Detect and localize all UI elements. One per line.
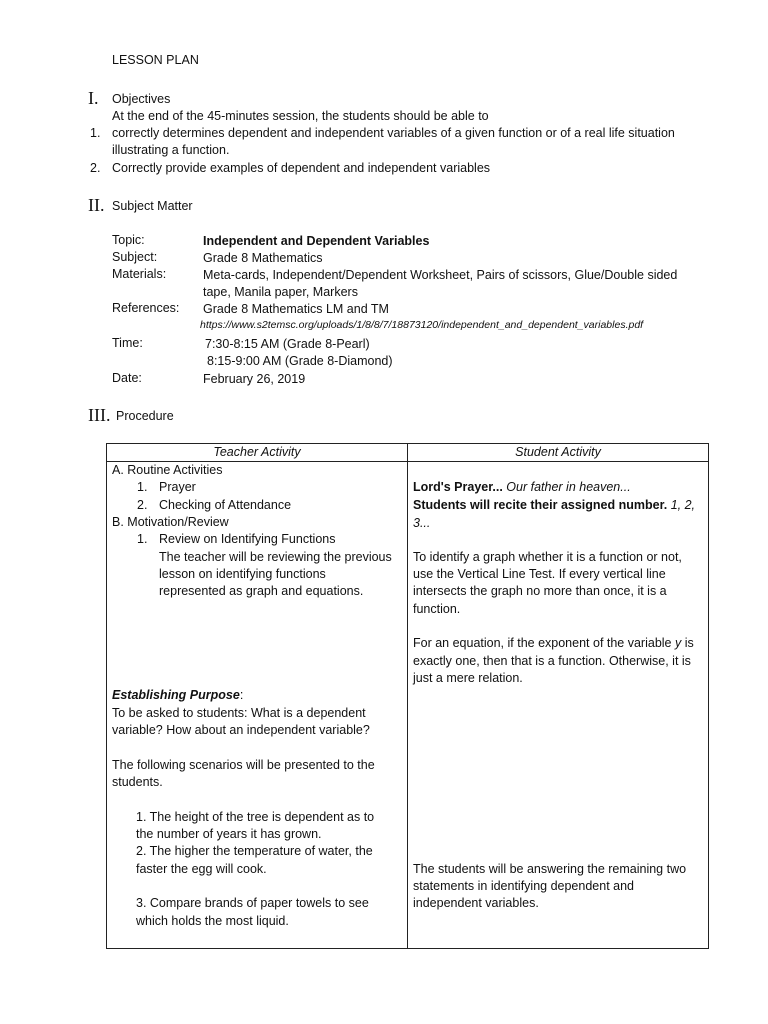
graph-test-line-1: To identify a graph whether it is a function or not,: [413, 550, 682, 565]
student-activity-header: Student Activity: [408, 444, 709, 462]
equation-line-1-b: is: [681, 636, 694, 651]
student-recite-lead: Students will recite their assigned number.: [413, 498, 668, 513]
objective-item-2-line1: Correctly provide examples of dependent and independent variables: [112, 161, 491, 175]
document-title: LESSON PLAN: [112, 53, 199, 67]
establishing-purpose: [112, 687, 243, 704]
subject-value: Grade 8 Mathematics: [203, 251, 323, 265]
objectives-heading: Objectives: [112, 92, 171, 106]
review-number: 1.: [137, 532, 148, 547]
date-label: Date:: [112, 371, 142, 385]
answer-line-2: statements in identifying dependent and: [413, 879, 634, 894]
section-numeral-subject-matter: II.: [88, 195, 105, 215]
objective-number-1: 1.: [90, 126, 101, 140]
section-numeral-procedure: III.: [88, 405, 111, 425]
objective-number-2: 2.: [90, 161, 101, 175]
equation-line-1: [413, 635, 694, 652]
materials-label: Materials:: [112, 267, 167, 281]
prayer-item: Prayer: [159, 480, 196, 495]
review-item: Review on Identifying Functions: [159, 532, 336, 547]
student-prayer-lead: Lord's Prayer...: [413, 480, 503, 495]
scenario-1-line1: 1. The height of the tree is dependent as to: [136, 810, 375, 825]
subject-label: Subject:: [112, 250, 158, 264]
graph-test-line-3: intersects the graph no more than once, it is a: [413, 584, 667, 599]
objective-item-1-line1: correctly determines dependent and independent variables of a given function or of a real life situation: [112, 126, 675, 140]
subject-matter-heading: Subject Matter: [112, 199, 193, 213]
routine-activities: A. Routine Activities: [112, 463, 223, 478]
attendance-item: Checking of Attendance: [159, 498, 292, 513]
procedure-heading: Procedure: [116, 409, 174, 423]
answer-line-1: The students will be answering the remaining two: [413, 862, 687, 877]
graph-test-line-2: use the Vertical Line Test. If every vertical line: [413, 567, 666, 582]
scenarios-intro-1: The following scenarios will be presented to the: [112, 758, 375, 773]
equation-line-1-a: For an equation, if the exponent of the variable: [413, 636, 675, 651]
review-desc-3: represented as graph and equations.: [159, 584, 364, 599]
topic-value: Independent and Dependent Variables: [203, 234, 430, 248]
scenario-3-line1: 3. Compare brands of paper towels to see: [136, 896, 369, 911]
objectives-intro: At the end of the 45-minutes session, the students should be able to: [112, 109, 489, 123]
topic-label: Topic:: [112, 233, 145, 247]
student-prayer: [413, 479, 631, 496]
review-desc-1: The teacher will be reviewing the previous: [159, 550, 392, 565]
student-prayer-text: Our father in heaven...: [502, 480, 631, 495]
date-value: February 26, 2019: [203, 372, 306, 386]
time-value-line1: 7:30-8:15 AM (Grade 8-Pearl): [205, 337, 370, 351]
equation-variable: y: [674, 636, 682, 651]
establishing-purpose-colon: :: [239, 688, 244, 703]
attendance-number: 2.: [137, 498, 148, 513]
student-activity-cell: [408, 462, 709, 949]
equation-line-2: exactly one, then that is a function. Otherwise, it is: [413, 654, 691, 669]
section-numeral-objectives: I.: [88, 88, 99, 108]
table-row: [107, 462, 709, 949]
student-recite-text: 1, 2, 3...: [413, 498, 696, 530]
equation-line-3: just a mere relation.: [413, 671, 523, 686]
materials-value-line1: Meta-cards, Independent/Dependent Worksheet, Pairs of scissors, Glue/Double sided: [203, 268, 678, 282]
motivation-review: B. Motivation/Review: [112, 515, 229, 530]
scenario-2-line2: faster the egg will cook.: [136, 862, 267, 877]
prayer-number: 1.: [137, 480, 148, 495]
time-value-line2: 8:15-9:00 AM (Grade 8-Diamond): [207, 354, 393, 368]
review-desc-2: lesson on identifying functions: [159, 567, 326, 582]
references-label: References:: [112, 301, 180, 315]
references-url: https://www.s2temsc.org/uploads/1/8/8/7/18873120/independent_and_dependent_variables.pdf: [200, 319, 644, 331]
teacher-activity-cell: [107, 462, 408, 949]
establishing-purpose-label: Establishing Purpose: [112, 688, 240, 703]
scenario-3-line2: which holds the most liquid.: [136, 914, 289, 929]
graph-test-line-4: function.: [413, 602, 461, 617]
answer-line-3: independent variables.: [413, 896, 539, 911]
procedure-table: [106, 443, 709, 949]
scenario-1-line2: the number of years it has grown.: [136, 827, 322, 842]
scenario-2-line1: 2. The higher the temperature of water, the: [136, 844, 373, 859]
references-value: Grade 8 Mathematics LM and TM: [203, 302, 389, 316]
time-label: Time:: [112, 336, 143, 350]
purpose-question-1: To be asked to students: What is a dependent: [112, 706, 366, 721]
table-header-row: [107, 444, 709, 462]
student-recite: [413, 497, 708, 532]
materials-value-line2: tape, Manila paper, Markers: [203, 285, 358, 299]
objective-item-1-line2: illustrating a function.: [112, 143, 230, 157]
teacher-activity-header: Teacher Activity: [107, 444, 408, 462]
purpose-question-2: variable? How about an independent variable?: [112, 723, 370, 738]
scenarios-intro-2: students.: [112, 775, 163, 790]
